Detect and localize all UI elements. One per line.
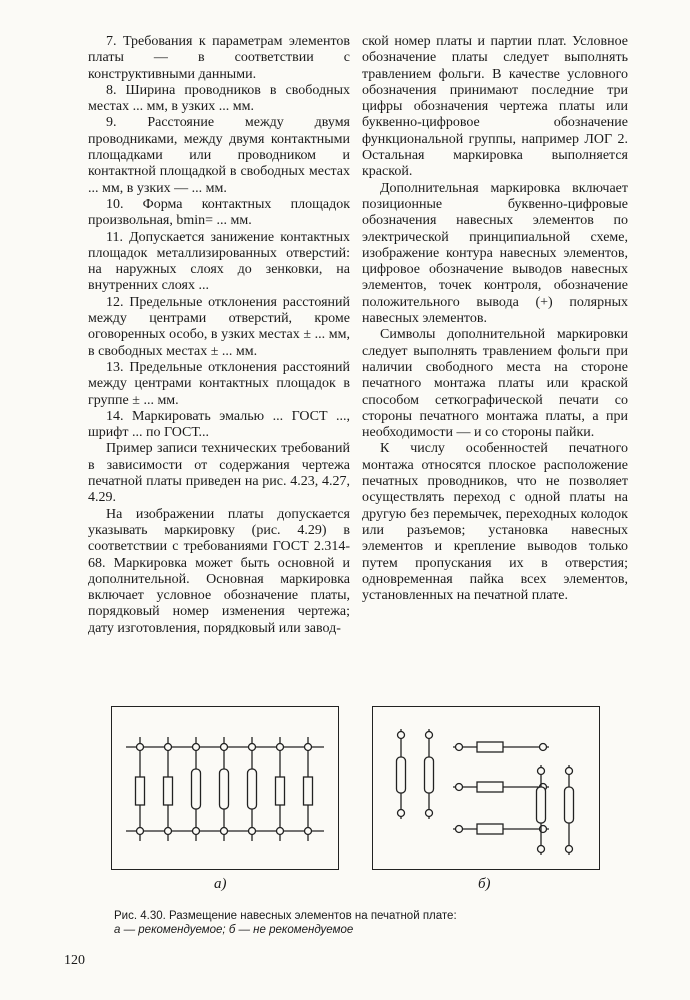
paragraph: 14. Маркировать эмалью ... ГОСТ ..., шрифт ... по ГОСТ... (88, 408, 350, 441)
resistor-element (248, 737, 257, 841)
paragraph: 8. Ширина проводников в свободных местах ... мм, в узких ... мм. (88, 82, 350, 115)
resistor-element (453, 782, 549, 792)
caption-title: Рис. 4.30. Размещение навесных элементов на печатной плате: (114, 910, 457, 922)
paragraph: Пример записи технических требований в зависимости от содержания чертежа печатной платы приведен на рис. 4.23, 4.27, 4.29. (88, 441, 350, 506)
resistor-element (192, 737, 201, 841)
right-text-column (362, 34, 628, 604)
board-diagram-b (372, 706, 600, 870)
paragraph: 13. Предельные отклонения расстояний между центрами контактных площадок в группе ± ... мм. (88, 359, 350, 408)
paragraph: 12. Предельные отклонения расстояний между центрами отверстий, кроме оговоренных особо, в узких местах ± ... мм, в свободных местах ± ... мм. (88, 294, 350, 359)
resistor-element (164, 737, 173, 841)
figure-label-b: б) (478, 876, 491, 892)
left-text-column (88, 34, 350, 637)
paragraph: К числу особенностей печатного монтажа относятся плоское расположение печатных проводников, что не позволяет осуществлять переход с одной платы на другую без перемычек, переходных колодок или разъемов; установка навесных элементов и крепление выводов только путем пропускания их в отверстия; одновременная пайка всех элементов, установленных на печатной плате. (362, 441, 628, 604)
resistor-element (136, 737, 145, 841)
paragraph: 9. Расстояние между двумя проводниками, между двумя контактными площадками или проводником и контактной площадкой в свободных местах ... мм, в узких — ... мм. (88, 115, 350, 196)
resistor-element (304, 737, 313, 841)
resistor-element (425, 729, 434, 819)
paragraph: Дополнительная маркировка включает позиционные буквенно-цифровые обозначения навесных элементов по электрической принципиальной схеме, изображение контура навесных элементов, цифровое обозначение выводов навесных элементов, точек контроля, обозначение положительного вывода (+) полярных навесных элементов. (362, 180, 628, 327)
figure-caption (114, 909, 594, 937)
resistor-element (453, 824, 549, 834)
caption-legend: а — рекомендуемое; б — не рекомендуемое (114, 924, 354, 936)
paragraph: 7. Требования к параметрам элементов платы — в соответствии с конструктивными данными. (88, 34, 350, 82)
page-number: 120 (64, 953, 85, 968)
resistor-element (220, 737, 229, 841)
resistor-element (276, 737, 285, 841)
paragraph: Символы дополнительной маркировки следует выполнять травлением фольги при наличии свободного места на стороне печатного монтажа платы или краской способом сеткографической печати со стороны печатного монтажа платы, а при необходимости — и со стороны пайки. (362, 327, 628, 441)
board-diagram-a (111, 706, 339, 870)
paragraph: 10. Форма контактных площадок произвольная, bmin= ... мм. (88, 196, 350, 229)
components-mixed-drawing (373, 707, 599, 869)
paragraph: 11. Допускается занижение контактных площадок металлизированных отверстий: на наружных слоях до зенковки, на внутренних слоях ... (88, 229, 350, 294)
resistor-element (397, 729, 406, 819)
paragraph: ской номер платы и партии плат. Условное обозначение платы следует выполнять травлением фольги. В качестве условного обозначения принимают последние три цифры обозначения чертежа платы или буквенно-цифровое обозначение функциональной группы, например ЛОГ 2. Остальная маркировка выполняется краской. (362, 34, 628, 180)
resistor-element (565, 765, 574, 855)
figure-label-a: а) (214, 876, 227, 892)
resistor-element (537, 765, 546, 855)
resistor-element (453, 742, 549, 752)
paragraph: На изображении платы допускается указывать маркировку (рис. 4.29) в соответствии с требованиями ГОСТ 2.314-68. Маркировка может быть основной и дополнительной. Основная маркировка включает условное обозначение платы, порядковый номер изменения чертежа; дату изготовления, порядковый или завод- (88, 506, 350, 636)
components-vertical-drawing (112, 707, 338, 869)
